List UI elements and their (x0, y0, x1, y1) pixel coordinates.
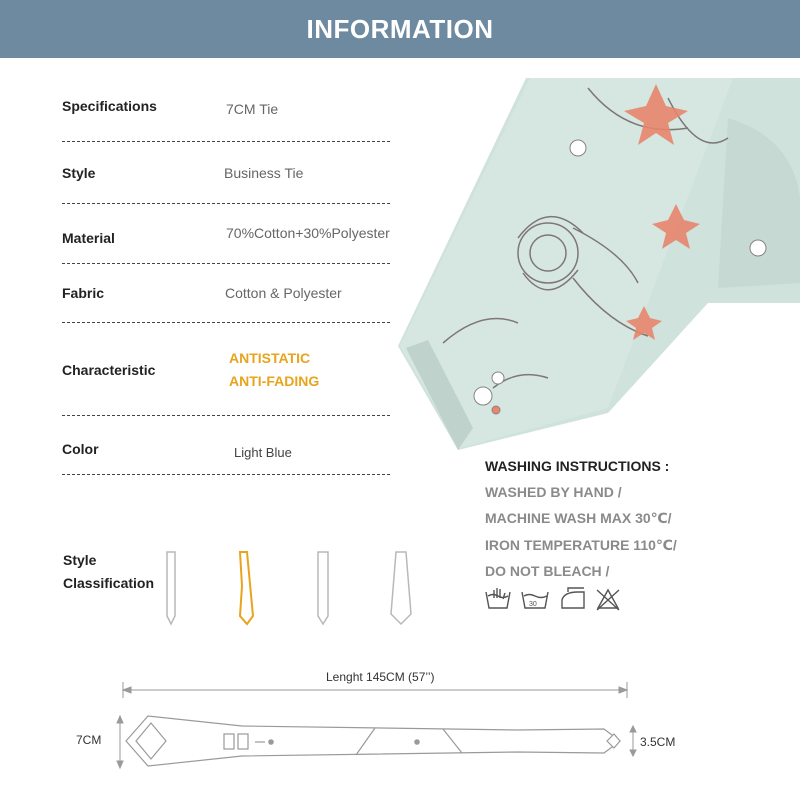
style-silhouettes (150, 546, 430, 630)
tie-silhouette-wide (391, 552, 411, 624)
iron-icon (562, 588, 584, 608)
length-arrow-head-left (123, 687, 131, 693)
spec-label-color: Color (62, 441, 99, 457)
page-title: INFORMATION (306, 13, 494, 44)
page-header (0, 0, 800, 58)
narrow-width-arrow-bottom (630, 750, 636, 756)
divider (62, 141, 390, 142)
spec-value-specifications: 7CM Tie (226, 101, 279, 117)
narrow-end-width-label: 3.5CM (640, 735, 676, 749)
length-arrow-head-right (619, 687, 627, 693)
washing-line-machine: MACHINE WASH MAX 30℃/ (485, 510, 672, 526)
tie-silhouette-straight (318, 552, 328, 624)
tie-outline (126, 716, 620, 766)
divider (62, 203, 390, 204)
wide-width-arrow-bottom (117, 761, 123, 768)
product-tie-photo (398, 78, 800, 450)
narrow-width-arrow-top (630, 726, 636, 732)
tie-silhouette-slim-selected (240, 552, 253, 624)
tie-silhouette-skinny (167, 552, 175, 624)
style-classification-label (63, 549, 154, 595)
machine-wash-30-icon (522, 592, 548, 608)
hand-wash-icon (486, 588, 510, 608)
spec-value-fabric: Cotton & Polyester (225, 285, 342, 301)
no-bleach-icon (597, 590, 619, 610)
spec-label-characteristic: Characteristic (62, 362, 156, 378)
length-label: Lenght 145CM (57’’) (326, 670, 435, 684)
spec-label-material: Material (62, 230, 115, 246)
care-icons (484, 584, 624, 614)
wash-temperature-label: 30 (529, 601, 537, 608)
washing-line-bleach: DO NOT BLEACH / (485, 563, 610, 579)
style-label-line2: Classification (63, 575, 155, 591)
wide-end-width-label: 7CM (76, 733, 102, 747)
spec-value-style: Business Tie (224, 165, 304, 181)
washing-line-hand: WASHED BY HAND / (485, 484, 622, 500)
spec-label-specifications: Specifications (62, 98, 157, 114)
divider (62, 474, 390, 475)
wide-width-arrow-top (117, 716, 123, 723)
spec-label-style: Style (62, 165, 96, 181)
spec-label-fabric: Fabric (62, 285, 105, 301)
style-label-line1: Style (63, 552, 97, 568)
spec-value-material: 70%Cotton+30%Polyester (226, 225, 390, 241)
divider (62, 263, 390, 264)
divider (62, 415, 390, 416)
spec-value-antistatic: ANTISTATIC (229, 350, 311, 366)
spec-value-anti-fading: ANTI-FADING (229, 373, 320, 389)
washing-line-iron: IRON TEMPERATURE 110℃/ (485, 537, 677, 553)
spec-value-color: Light Blue (234, 445, 292, 460)
divider (62, 322, 390, 323)
washing-instructions-title: WASHING INSTRUCTIONS : (485, 458, 670, 474)
tie-dimension-diagram (100, 678, 660, 770)
